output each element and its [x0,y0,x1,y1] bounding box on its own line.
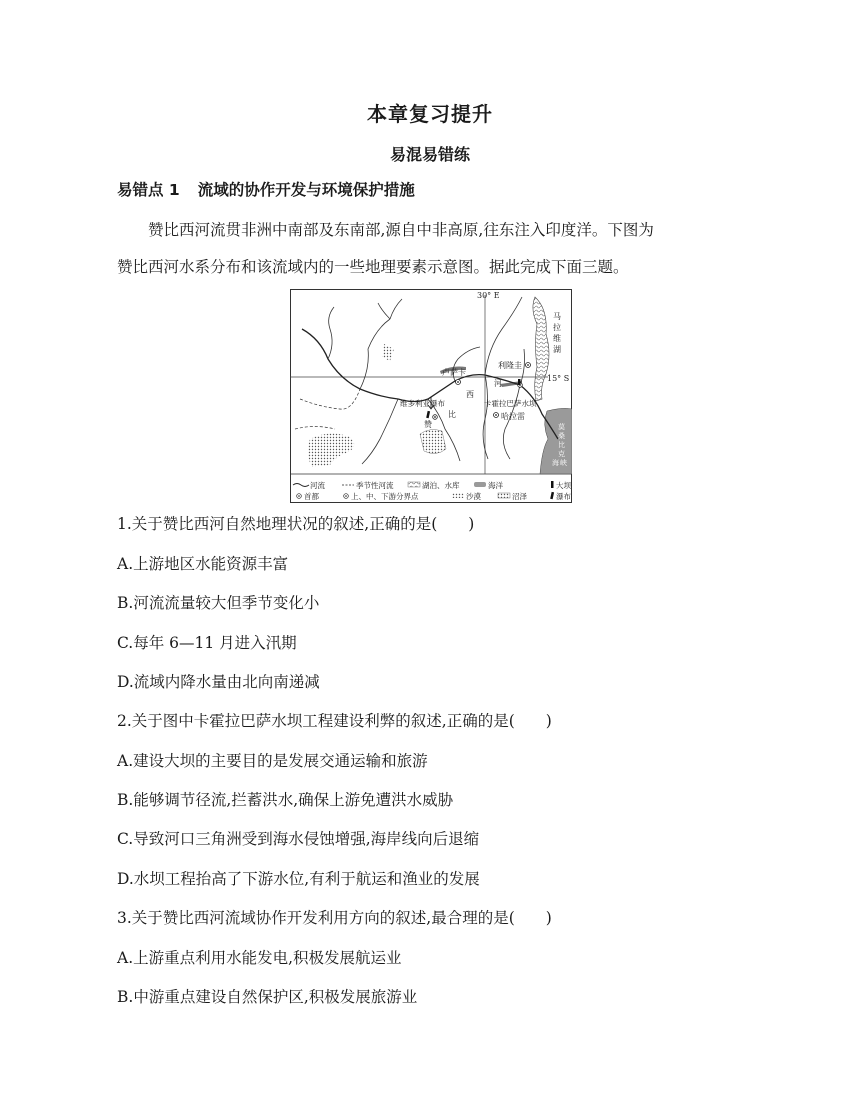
question-1-option-d: D.流域内降水量由北向南递减 [117,673,320,691]
label-channel: 比 [558,441,565,449]
label-channel: 莫 [558,423,565,431]
question-1-option-a: A.上游地区水能资源丰富 [117,555,289,573]
question-2-stem: 2.关于图中卡霍拉巴萨水坝工程建设利弊的叙述,正确的是( ) [117,712,552,730]
legend-dam-symbol [551,481,554,488]
question-2-option-b: B.能够调节径流,拦蓄洪水,确保上游免遭洪水威胁 [117,791,454,809]
question-1-stem: 1.关于赞比西河自然地理状况的叙述,正确的是( ) [117,515,475,533]
section-heading [117,178,415,200]
question-2-option-d: D.水坝工程抬高了下游水位,有利于航运和渔业的发展 [117,870,480,888]
page-title: 本章复习提升 [367,102,493,126]
question-2-option-c: C.导致河口三角洲受到海水侵蚀增强,海岸线向后退缩 [117,830,480,848]
legend-desert: 沙漠 [466,492,481,501]
label-malawi: 马 [553,312,561,321]
legend-river: 河流 [310,481,325,490]
label-channel: 峡 [560,459,567,467]
legend-waterfall: 瀑布 [556,492,571,501]
label-zambia: 比 [448,410,456,419]
zambezi-map [290,289,572,503]
section-number: 易错点 1 [117,181,180,199]
legend-boundary: 上、中、下游分界点 [351,492,419,501]
swamp-area [420,430,446,454]
legend-capital: 首都 [304,492,319,501]
legend-swamp: 沼泽 [512,492,527,501]
intro-line-1: 赞比西河流贯非洲中南部及东南部,源自中非高原,往东注入印度洋。下图为 [148,221,654,239]
legend-seasonal: 季节性河流 [356,481,394,490]
label-zambia: 赞 [424,420,432,429]
label-lat: 15° S [547,374,570,383]
label-malawi: 拉 [553,323,561,332]
map-frame [291,290,572,503]
label-malawi: 湖 [553,345,561,354]
label-river: 西 [466,390,474,399]
label-channel: 克 [558,450,565,458]
question-3-option-b: B.中游重点建设自然保护区,积极发展旅游业 [117,988,418,1006]
label-victoria-falls: 维多利亚瀑布 [400,399,445,408]
label-lilongwe: 利隆圭 [498,361,522,370]
label-lon: 30° E [477,291,500,300]
legend-ocean: 海洋 [488,481,503,490]
question-3-stem: 3.关于赞比西河流域协作开发利用方向的叙述,最合理的是( ) [117,909,552,927]
legend-dam: 大坝 [556,481,571,490]
question-1-option-c: C.每年 6—11 月进入汛期 [117,634,297,652]
legend-lake-symbol [408,482,420,487]
legend-ocean-symbol [474,482,486,487]
dam-marker [518,379,521,385]
label-channel: 海 [552,459,559,467]
section-title: 流域的协作开发与环境保护措施 [197,181,415,199]
label-harare: 哈拉雷 [501,412,525,421]
page-subtitle: 易混易错练 [389,145,470,164]
label-river: 河 [494,379,502,388]
label-channel: 桑 [558,432,565,440]
label-lusaka: 卢萨卡 [442,368,466,377]
intro-line-2: 赞比西河水系分布和该流域内的一些地理要素示意图。据此完成下面三题。 [117,258,629,276]
legend-swamp-symbol [498,493,510,498]
legend-desert-symbol [452,493,464,498]
question-1-option-b: B.河流流量较大但季节变化小 [117,594,320,612]
question-3-option-a: A.上游重点利用水能发电,积极发展航运业 [117,949,402,967]
label-cahora-dam: 卡霍拉巴萨水坝 [484,399,537,408]
legend-lake: 湖泊、水库 [422,481,460,490]
question-2-option-a: A.建设大坝的主要目的是发展交通运输和旅游 [117,752,428,770]
label-malawi: 维 [553,334,561,343]
